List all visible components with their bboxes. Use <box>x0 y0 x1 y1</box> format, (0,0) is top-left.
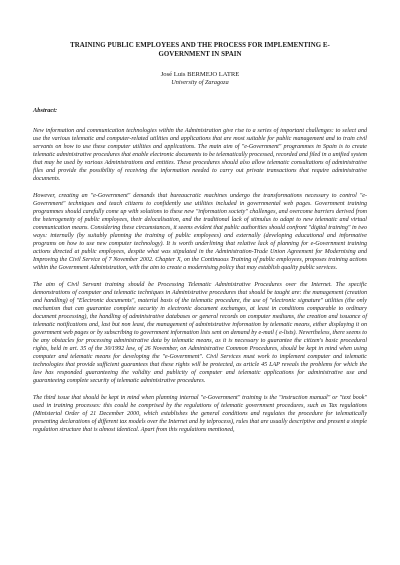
abstract-paragraph: New information and communication technologies within the Administration give rise to a series of important challenges: to select and use the various telematic and computer-related utilities and applications that are most suitable for public management and to train civil servants on how to use these computer utilities and applications. The main aim of "e-Government" programmes in Spain is to create telematic administrative procedures that enable electronic documents to be telematically processed, recorded and filed in a unified system that may be used by various Administrations and entities. These procedures should also allow telematic consultations of administrative files and provide the possibility of receiving the information needed to carry out private transactions that require administrative documents. <box>33 128 367 183</box>
abstract-paragraph: However, creating an "e-Government" demands that bureaucratic machines undergo the transformations necessary to control "e-Government" techniques and teach citizens to confidently use utilities included in governmental web pages. Government training programmes should carefully come up with solutions to these new "information society" challenges, and overcome barriers derived from the heterogeneity of public employees, their delocalisation, and the traditional lack of stimulus to adapt to new telematic and virtual communication means. Considering these circumstances, it seems evident that public authorities should confront "digital training" in two ways: internally (by suitably planning the training of public employees) and externally (developing educational and informative programs on how to use new computer technology). It is worth underlining that relative lack of planning for e-Government training actions directed at public employees, despite what was stipulated in the Administration-Trade Union Agreement for Modernising and Improving the Civil Service of 7 November 2002. Chapter X, on the Continuous Training of public employees, proposes training actions within the Government Administration, with the aim to create a modernising policy that may establish quality public services. <box>33 192 367 272</box>
abstract-heading: Abstract: <box>33 107 58 114</box>
abstract-body <box>33 127 367 434</box>
paper-title: TRAINING PUBLIC EMPLOYEES AND THE PROCESS FOR IMPLEMENTING E-GOVERNMENT IN SPAIN <box>70 42 330 58</box>
abstract-paragraph: The aim of Civil Servant training should be Processing Telematic Administrative Procedures over the Internet. The specific demonstrations of computer and telematic techniques in Administrative procedures that should be taught are: the management (creation and handling) of "Electronic documents", material basis of the telematic procedure, the use of "electronic signature" utilities (the only mechanism that can guarantee complete security in electronic document exchanges, at least in conditions comparable to ordinary document processing), the handling of administrative databases or general records on computer mediums, the creation and issuance of telematic notifications and, last but non least, the management of administrative information by telematic means, either displaying it on government web pages or by subscribing to government information lists sent on demand by e-mail ( e-lists). Nevertheless, there seems to be any obstacles for processing administrative data by telematic means, as it is necessary to guarantee the citizen's basic procedural rights, held in art. 35 of the 30/1992 law, of 26 November, on Administrative Common Procedures, should be kept in mind when using computer and telematic means for developing the "e-Government". Civil Services must work to implement computer and telematic technologies that provide sufficient guarantees that these rights will be protected, as article 45 LAP reveals the problems for which the law has responded guaranteeing the validity and publicity of computer and telematic applications for administrative use and guaranteeing complete security of telematic administrative procedures. <box>33 281 367 385</box>
author-text: José Luis BERMEJO LATRE <box>160 71 240 78</box>
author-name <box>33 71 367 79</box>
abstract-paragraph: The third issue that should be kept in mind when planning internal "e-Government" training is the "instruction manual" or "text book" used in training processes: this could be comprised by the regulations of telematic government procedures, such as Tax regulations (Ministerial Order of 21 December 2000, which establishes the general conditions and regulates the procedure for telematically presenting declarations of different tax models over the Internet and by telprocess), rules that are usually descriptive and present a simple regulation structure that is almost identical. Apart from this regulations mentioned, <box>33 394 367 434</box>
author-affiliation: University of Zaragoza <box>171 79 229 86</box>
